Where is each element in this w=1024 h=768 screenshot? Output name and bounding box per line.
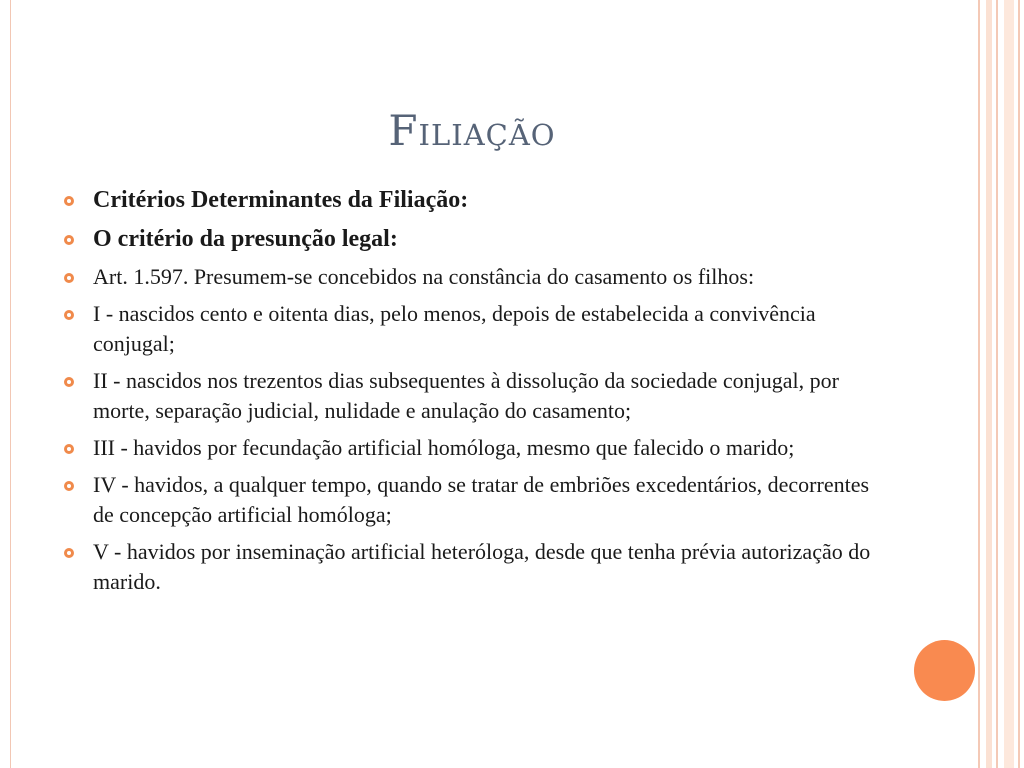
bullet-text: I - nascidos cento e oitenta dias, pelo menos, depois de estabelecida a convivência conjugal; [93, 301, 816, 356]
bullet-text: III - havidos por fecundação artificial homóloga, mesmo que falecido o marido; [93, 435, 795, 460]
bullet-ring-icon [64, 273, 74, 283]
bullet-ring-icon [64, 235, 74, 245]
bullet-text: IV - havidos, a qualquer tempo, quando se tratar de embriões excedentários, decorrentes de concepção artificial homóloga; [93, 472, 870, 527]
right-decorative-stripes [978, 0, 1024, 768]
bullet-ring-icon [64, 444, 74, 454]
bullet-item [62, 366, 882, 426]
bullet-text: Art. 1.597. Presumem-se concebidos na constância do casamento os filhos: [93, 264, 755, 289]
bullet-ring-icon [64, 481, 74, 491]
bullet-item [62, 262, 882, 292]
bullet-ring-icon [64, 377, 74, 387]
bullet-text: II - nascidos nos trezentos dias subsequentes à dissolução da sociedade conjugal, por morte, separação judicial, nulidade e anulação do casamento; [93, 368, 839, 423]
bullet-text: O critério da presunção legal: [93, 226, 398, 252]
bullet-ring-icon [64, 548, 74, 558]
bullet-item [62, 223, 882, 255]
decorative-circle [914, 640, 975, 701]
bullet-list [62, 184, 882, 604]
bullet-item [62, 433, 882, 463]
bullet-text: V - havidos por inseminação artificial heteróloga, desde que tenha prévia autorização do marido. [93, 539, 871, 594]
bullet-item [62, 470, 882, 530]
bullet-item [62, 537, 882, 597]
bullet-ring-icon [64, 310, 74, 320]
slide-title: Filiação [388, 106, 556, 155]
bullet-item [62, 299, 882, 359]
bullet-item [62, 184, 882, 216]
bullet-ring-icon [64, 196, 74, 206]
bullet-text: Critérios Determinantes da Filiação: [93, 187, 469, 213]
